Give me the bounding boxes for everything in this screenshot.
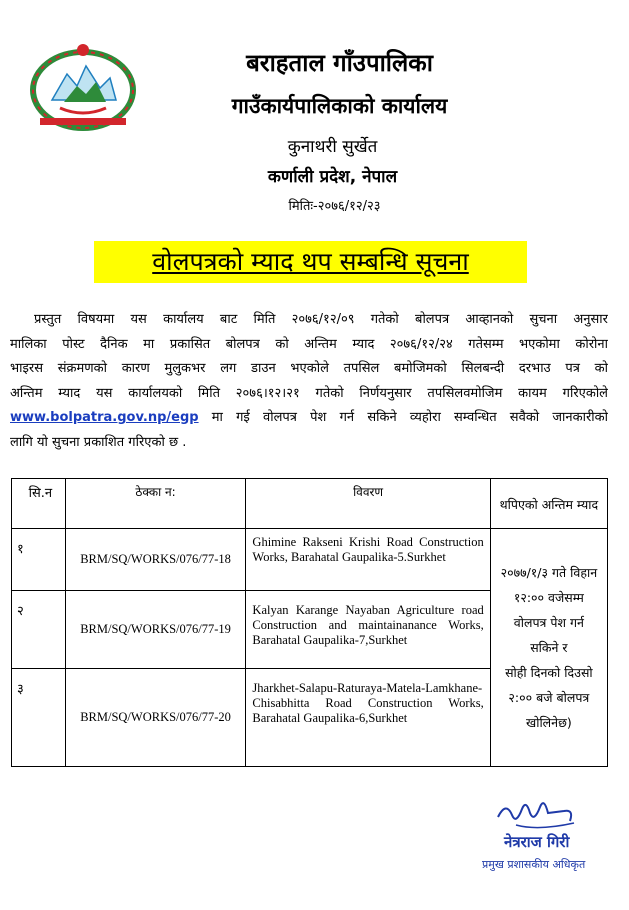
body-line-3: भाइरस संक्रमणको कारण मुलुकभर लग डाउन भएकोले तपसिल बमोजिमको सिलबन्दी दरभाउ पत्र को xyxy=(10,361,608,376)
office-name: गाउँकार्यपालिकाको कार्यालय xyxy=(231,94,448,118)
header-serial: सि.न xyxy=(12,479,66,529)
egp-link[interactable]: www.bolpatra.gov.np/egp xyxy=(10,410,199,425)
body-line-4: अन्तिम म्याद यस कार्यालयको मिति २०७६।१२।२१ गतेको निर्णयनुसार तपसिलवमोजिम कायम गरिएकोले xyxy=(10,385,608,401)
row-3-description: Jharkhet-Salapu-Raturaya-Matela-Lamkhane-Chisabhitta Road Construction Works, Barahatal Gaupalika-6,Surkhet xyxy=(246,669,490,767)
deadline-line-4: सकिने र xyxy=(530,640,568,655)
municipality-name: बराहताल गाँउपालिका xyxy=(246,49,433,77)
deadline-line-1: २०७७/१/३ गते विहान xyxy=(500,565,598,580)
signature-stamp xyxy=(478,795,618,885)
body-line-6: लागि यो सुचना प्रकाशित गरिएको छ . xyxy=(10,434,187,450)
header-contract-no: ठेक्का न: xyxy=(65,479,246,529)
row-2-description: Kalyan Karange Nayaban Agriculture road Construction and maintainanance Works, Barahatal Gaupalika-7,Surkhet xyxy=(246,591,490,669)
row-1-serial: १ xyxy=(12,529,66,591)
office-location: कुनाथरी सुर्खेत xyxy=(287,137,378,157)
table-row xyxy=(12,529,608,591)
deadline-line-3: वोलपत्र पेश गर्न xyxy=(513,615,584,630)
notice-title: वोलपत्रको म्याद थप सम्बन्धि सूचना xyxy=(94,241,527,283)
deadline-line-2: १२:०० वजेसम्म xyxy=(513,590,584,605)
body-line-2: मालिका पोस्ट दैनिक मा प्रकासित बोलपत्र को अन्तिम म्याद २०७६/१२/२४ गतेसम्म भएकोमा कोरोना xyxy=(10,336,608,352)
row-1-contract: BRM/SQ/WORKS/076/77-18 xyxy=(65,529,246,591)
bids-table xyxy=(11,478,608,767)
row-3-serial: ३ xyxy=(12,669,66,767)
deadline-line-6: २:०० बजे बोलपत्र xyxy=(508,690,590,705)
deadline-line-5: सोही दिनको दिउसो xyxy=(505,665,593,680)
deadline-line-7: खोलिनेछ) xyxy=(525,715,572,730)
header-extended-deadline: थपिएको अन्तिम म्याद xyxy=(490,479,607,529)
row-2-contract: BRM/SQ/WORKS/076/77-19 xyxy=(65,591,246,669)
province-name: कर्णाली प्रदेश, नेपाल xyxy=(267,167,398,187)
row-2-serial: २ xyxy=(12,591,66,669)
signature-title-text: प्रमुख प्रशासकीय अधिकृत xyxy=(482,858,586,871)
body-line-5-rest: मा गई वोलपत्र पेश गर्न सकिने व्यहोरा सम्वन्धित सवैको जानकारीको xyxy=(198,410,608,425)
body-line-5 xyxy=(10,406,608,431)
extended-deadline-cell xyxy=(490,529,607,767)
body-line-1: प्रस्तुत विषयमा यस कार्यालय बाट मिति २०७६/१२/०९ गतेको बोलपत्र आव्हानको सुचना अनुसार xyxy=(34,312,608,327)
row-3-contract: BRM/SQ/WORKS/076/77-20 xyxy=(65,669,246,767)
notice-date: मितिः-२०७६/१२/२३ xyxy=(288,199,381,214)
row-1-description: Ghimine Rakseni Krishi Road Construction Works, Barahatal Gaupalika-5.Surkhet xyxy=(246,529,490,591)
signature-name-text: नेत्रराज गिरी xyxy=(504,833,570,851)
table-header-row xyxy=(12,479,608,529)
header-description: विवरण xyxy=(246,479,490,529)
notice-body xyxy=(10,308,608,455)
